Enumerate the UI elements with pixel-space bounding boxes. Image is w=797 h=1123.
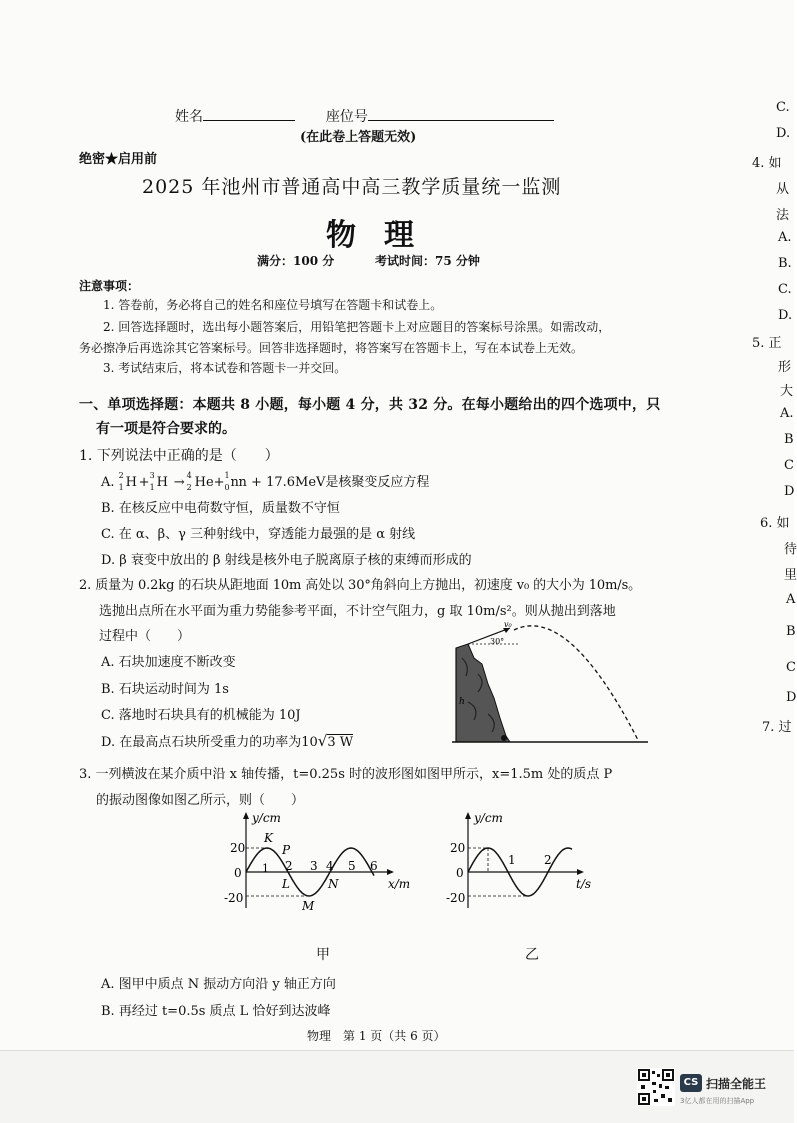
question-1-option-a: A. 2 1 H + 3 1 H → 4 2 He+ 1 0 n n + 17.6MeV是核聚变反应方程 — [101, 470, 430, 492]
v0-label: v₀ — [504, 620, 512, 629]
x-tick: 5 — [348, 859, 356, 873]
section-heading-cont: 有一项是符合要求的。 — [96, 421, 236, 437]
right-edge-fragment: B — [786, 624, 796, 639]
right-edge-fragment: 5. 正 — [752, 336, 782, 351]
caption-yi: 乙 — [525, 947, 539, 963]
nuclide-he4: 4 2 — [186, 470, 192, 492]
full-score: 满分：100 分 — [257, 254, 335, 268]
x-tick: 2 — [285, 859, 293, 873]
x-tick: 3 — [310, 859, 318, 873]
y-arrow — [465, 812, 471, 819]
seat-label: 座位号 — [325, 109, 368, 125]
wave-figure-yi — [446, 808, 606, 936]
point-n: N — [328, 877, 339, 891]
scanner-name: 扫描全能王 — [706, 1077, 767, 1091]
scanner-logo-icon: CS — [680, 1074, 702, 1092]
question-1-stem: 1. 下列说法中正确的是（ ） — [79, 448, 279, 464]
name-field — [175, 106, 554, 126]
t-tick: 2 — [544, 853, 552, 867]
notice-item: 务必擦净后再选涂其它答案标号。回答非选择题时，将答案写在答题卡上，写在本试卷上无效。 — [79, 341, 584, 355]
right-edge-fragment: 7. 过 — [762, 720, 792, 735]
right-edge-fragment: A. — [780, 406, 794, 421]
point-k: K — [264, 831, 273, 845]
y-tick-neg: -20 — [446, 891, 466, 905]
seat-blank — [368, 107, 554, 121]
notice-heading: 注意事项： — [79, 279, 140, 293]
right-edge-fragment: C — [786, 660, 796, 675]
point-l: L — [282, 877, 290, 891]
right-edge-fragment: A. — [778, 230, 792, 245]
right-edge-fragment: D. — [778, 308, 793, 323]
question-2-stem: 2. 质量为 0.2kg 的石块从距地面 10m 高处以 30°角斜向上方抛出，初速度 v₀ 的大小为 10m/s。 — [79, 578, 642, 593]
right-edge-fragment: B. — [778, 256, 792, 271]
stone-bottom — [501, 735, 507, 741]
projectile-figure — [448, 618, 658, 746]
question-3-option-b: B. 再经过 t=0.5s 质点 L 恰好到达波峰 — [101, 1004, 331, 1019]
y-arrow — [243, 812, 249, 819]
notice-item: 1. 答卷前，务必将自己的姓名和座位号填写在答题卡和试卷上。 — [103, 298, 443, 312]
exam-time: 考试时间：75 分钟 — [375, 254, 480, 268]
footer-rule — [0, 1050, 794, 1051]
right-edge-fragment: 4. 如 — [752, 156, 782, 171]
x-tick: 4 — [326, 859, 334, 873]
y-axis-label: y/cm — [474, 811, 503, 825]
t-tick: 1 — [508, 853, 516, 867]
right-edge-fragment: 待 — [784, 542, 797, 557]
right-edge-fragment: 里 — [784, 568, 797, 583]
question-2-option-a: A. 石块加速度不断改变 — [101, 655, 236, 670]
y-tick-pos: 20 — [450, 841, 466, 855]
right-edge-fragment: A — [786, 592, 796, 607]
right-edge-fragment: D — [784, 484, 795, 499]
y-tick-neg: -20 — [224, 891, 244, 905]
question-3-option-a: A. 图甲中质点 N 振动方向沿 y 轴正方向 — [101, 977, 336, 992]
height-label: h — [459, 697, 465, 707]
point-m: M — [302, 899, 315, 913]
question-3-stem: 3. 一列横波在某介质中沿 x 轴传播，t=0.25s 时的波形图如图甲所示，x=1.5m 处的质点 P — [79, 767, 613, 782]
notice-item: 2. 回答选择题时，选出每小题答案后，用铅笔把答题卡上对应题目的答案标号涂黑。如需改动， — [103, 320, 611, 334]
cliff-shape — [456, 644, 510, 742]
question-2-option-d: D. 在最高点石块所受重力的功率为10√3 W — [101, 732, 354, 750]
t-axis-label: t/s — [576, 877, 592, 891]
right-edge-fragment: 大 — [780, 384, 794, 399]
origin: 0 — [234, 866, 242, 880]
subject-title: 物理 — [326, 218, 442, 253]
right-edge-fragment: 形 — [778, 360, 792, 375]
right-edge-fragment: C. — [778, 282, 792, 297]
secret-label: 绝密★启用前 — [79, 152, 158, 167]
right-edge-fragment: 法 — [776, 208, 790, 223]
nuclide-h3: 3 1 H — [149, 470, 168, 492]
right-edge-fragment: C. — [776, 100, 790, 115]
point-p: P — [282, 843, 291, 857]
name-label: 姓名 — [175, 109, 203, 125]
question-3-stem-cont: 的振动图像如图乙所示，则（ ） — [96, 793, 305, 808]
right-edge-fragment: 6. 如 — [760, 516, 790, 531]
exam-title: 2025 年池州市普通高中高三教学质量统一监测 — [142, 176, 562, 198]
wave-figure-jia — [222, 808, 422, 936]
question-2-option-b: B. 石块运动时间为 1s — [101, 682, 229, 697]
right-edge-fragment: C — [784, 458, 794, 473]
x-axis-label: x/m — [388, 877, 411, 891]
scanner-tagline: 3亿人都在用的扫描App — [680, 1097, 755, 1105]
nuclide-n1: 1 0 n — [224, 470, 239, 492]
question-2-option-c: C. 落地时石块具有的机械能为 10J — [101, 708, 301, 723]
caption-jia: 甲 — [316, 947, 330, 963]
right-edge-fragment: 从 — [776, 182, 790, 197]
x-tick: 1 — [262, 862, 269, 875]
right-edge-fragment: D. — [776, 126, 791, 141]
question-1-option-b: B. 在核反应中电荷数守恒，质量数不守恒 — [101, 501, 340, 516]
origin: 0 — [456, 866, 464, 880]
t-arrow — [577, 869, 584, 875]
y-tick-pos: 20 — [230, 841, 246, 855]
question-1-option-d: D. β 衰变中放出的 β 射线是核外电子脱离原子核的束缚而形成的 — [101, 553, 472, 568]
question-1-option-c: C. 在 α、β、γ 三种射线中，穿透能力最强的是 α 射线 — [101, 527, 416, 542]
right-edge-fragment: B — [784, 432, 794, 447]
x-arrow — [387, 869, 394, 875]
y-axis-label: y/cm — [252, 811, 281, 825]
question-2-stem-cont: 过程中（ ） — [99, 629, 191, 644]
x-tick: 6 — [370, 859, 378, 873]
nuclide-h2: 2 1 H — [118, 470, 138, 492]
name-blank — [203, 107, 295, 121]
section-heading: 一、单项选择题：本题共 8 小题，每小题 4 分，共 32 分。在每小题给出的四个选项中，只 — [79, 397, 661, 413]
invalid-note: (在此卷上答题无效) — [300, 130, 417, 145]
qr-code-icon — [637, 1068, 675, 1106]
notice-item: 3. 考试结束后，将本试卷和答题卡一并交回。 — [103, 361, 347, 375]
trajectory — [514, 626, 638, 740]
right-edge-fragment: D — [786, 690, 797, 705]
option-letter: A. — [101, 475, 115, 490]
question-2-stem-cont: 选抛出点所在水平面为重力势能参考平面，不计空气阻力，g 取 10m/s²。则从抛出到落地 — [99, 604, 616, 619]
page-number: 物理 第 1 页（共 6 页） — [307, 1029, 446, 1043]
angle-label: 30° — [490, 637, 505, 646]
